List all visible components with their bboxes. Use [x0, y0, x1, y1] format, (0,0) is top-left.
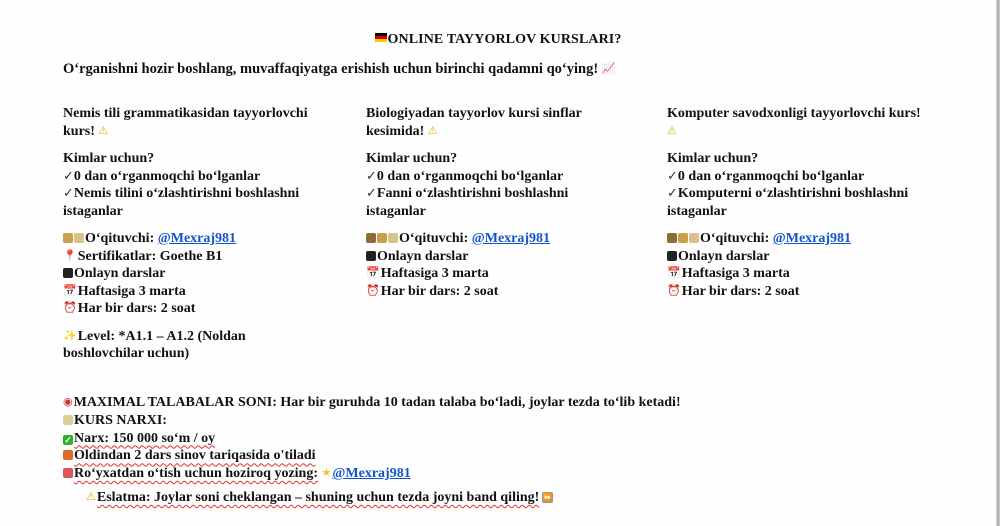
max-students-line: ◉MAXIMAL TALABALAR SONI: Har bir guruhda 10 tadan talaba bo‘ladi, joylar tezda to‘lib ketadi!: [63, 395, 681, 410]
checkmark-icon: ✓: [366, 168, 377, 184]
gift-icon: [63, 450, 73, 460]
teacher-emoji-icon: [377, 233, 387, 243]
teacher-emoji-icon: [74, 233, 84, 243]
note-line: ⚠Eslatma: Joylar soni cheklangan – shuning uchun tezda joyni band qiling! ⏩: [86, 490, 553, 505]
sparkle-icon: ✨: [63, 328, 77, 342]
teacher-emoji-icon: [667, 233, 677, 243]
warning-icon: ⚠: [667, 123, 677, 137]
teacher-line: O‘qituvchi: @Mexraj981: [366, 230, 631, 248]
laptop-icon: [667, 251, 677, 261]
format-line: Onlayn darslar: [63, 265, 328, 283]
alarm-clock-icon: ⏰: [667, 283, 681, 297]
calendar-icon: 📅: [667, 266, 681, 279]
alarm-clock-icon: ⏰: [63, 301, 77, 314]
for-whom-label: Kimlar uchun?: [366, 151, 458, 166]
teacher-link[interactable]: @Mexraj981: [157, 231, 237, 246]
teacher-line: O‘qituvchi: @Mexraj981: [63, 230, 328, 248]
money-icon: [63, 415, 73, 425]
audience-item: ✓Fanni o‘zlashtirishni boshlashni istaganlar: [366, 186, 569, 219]
duration-line: ⏰Har bir dars: 2 soat: [667, 283, 800, 299]
course-card-computer: [667, 105, 932, 300]
trial-line: Oldindan 2 dars sinov tariqasida o'tiladi: [63, 447, 681, 465]
schedule-line: 📅Haftasiga 3 marta: [667, 266, 790, 281]
course-heading: Biologiyadan tayyorlov kursi sinflar kesimida! ⚠: [366, 106, 582, 139]
footer-info: [63, 394, 681, 483]
format-line: Onlayn darslar: [366, 248, 631, 266]
checkmark-icon: ✓: [366, 186, 377, 201]
calendar-icon: 📅: [63, 283, 77, 297]
checkmark-icon: ✓: [667, 186, 678, 201]
page-edge-divider: [996, 0, 1000, 526]
german-flag-icon: [375, 33, 387, 42]
duration-line: ⏰Har bir dars: 2 soat: [63, 301, 196, 316]
course-card-biology: [366, 105, 631, 300]
for-whom-label: Kimlar uchun?: [667, 151, 759, 166]
schedule-line: 📅Haftasiga 3 marta: [63, 283, 186, 299]
course-heading: Komputer savodxonligi tayyorlovchi kurs! ⚠: [667, 106, 921, 137]
price-line: ✓ Narx: 150 000 so‘m / oy: [64, 430, 216, 446]
teacher-emoji-icon: [678, 233, 688, 243]
document-subtitle: O‘rganishni hozir boshlang, muvaffaqiyatga erishish uchun birinchi qadamni qo‘ying! 📈: [63, 61, 616, 77]
course-card-german: [63, 105, 328, 363]
for-whom-label: Kimlar uchun?: [63, 151, 155, 166]
fast-forward-icon: ⏩: [542, 493, 553, 502]
warning-icon: ⚠: [427, 123, 438, 137]
pin-icon: 📍: [63, 248, 77, 262]
chart-increasing-icon: 📈: [601, 62, 616, 75]
teacher-line: O‘qituvchi: @Mexraj981: [667, 230, 932, 248]
star-icon: ★: [321, 466, 332, 480]
alarm-clock-icon: ⏰: [366, 283, 380, 297]
document-title: ONLINE TAYYORLOV KURSLARI?: [0, 32, 996, 48]
course-heading: Nemis tili grammatikasidan tayyorlovchi kurs! ⚠: [63, 106, 308, 139]
checkmark-icon: ✓: [667, 168, 678, 184]
format-line: Onlayn darslar: [667, 248, 932, 266]
teacher-link[interactable]: @Mexraj981: [471, 231, 551, 246]
teacher-emoji-icon: [689, 233, 699, 243]
teacher-link[interactable]: @Mexraj981: [772, 231, 852, 246]
schedule-line: 📅Haftasiga 3 marta: [366, 266, 489, 281]
teacher-emoji-icon: [366, 233, 376, 243]
audience-item: ✓Nemis tilini o‘zlashtirishni boshlashni istaganlar: [63, 186, 300, 219]
target-icon: ◉: [63, 395, 73, 408]
calendar-icon: 📅: [366, 266, 380, 279]
certificates-line: 📍Sertifikatlar: Goethe B1: [63, 248, 223, 264]
laptop-icon: [366, 251, 376, 261]
teacher-emoji-icon: [63, 233, 73, 243]
teacher-emoji-icon: [388, 233, 398, 243]
check-mark-button-icon: ✓: [64, 434, 72, 445]
audience-item: ✓0 dan o‘rganmoqchi bo‘lganlar: [366, 168, 564, 184]
laptop-icon: [63, 268, 73, 278]
checkmark-icon: ✓: [63, 168, 74, 184]
level-line: ✨Level: *A1.1 – A1.2 (Noldan boshlovchilar uchun): [63, 328, 246, 361]
price-heading: KURS NARXI:: [63, 412, 681, 430]
checkmark-icon: ✓: [63, 186, 74, 201]
memo-icon: [63, 468, 73, 478]
warning-icon: ⚠: [98, 123, 109, 137]
audience-item: ✓Komputerni o‘zlashtirishni boshlashni istaganlar: [667, 186, 909, 219]
register-line: Ro‘yxatdan o‘tish uchun hoziroq yozing: ★@Mexraj981: [63, 465, 681, 483]
duration-line: ⏰Har bir dars: 2 soat: [366, 283, 499, 299]
register-link[interactable]: @Mexraj981: [332, 466, 411, 482]
audience-item: ✓0 dan o‘rganmoqchi bo‘lganlar: [667, 168, 865, 184]
warning-icon: ⚠: [86, 490, 96, 503]
audience-item: ✓0 dan o‘rganmoqchi bo‘lganlar: [63, 168, 261, 184]
